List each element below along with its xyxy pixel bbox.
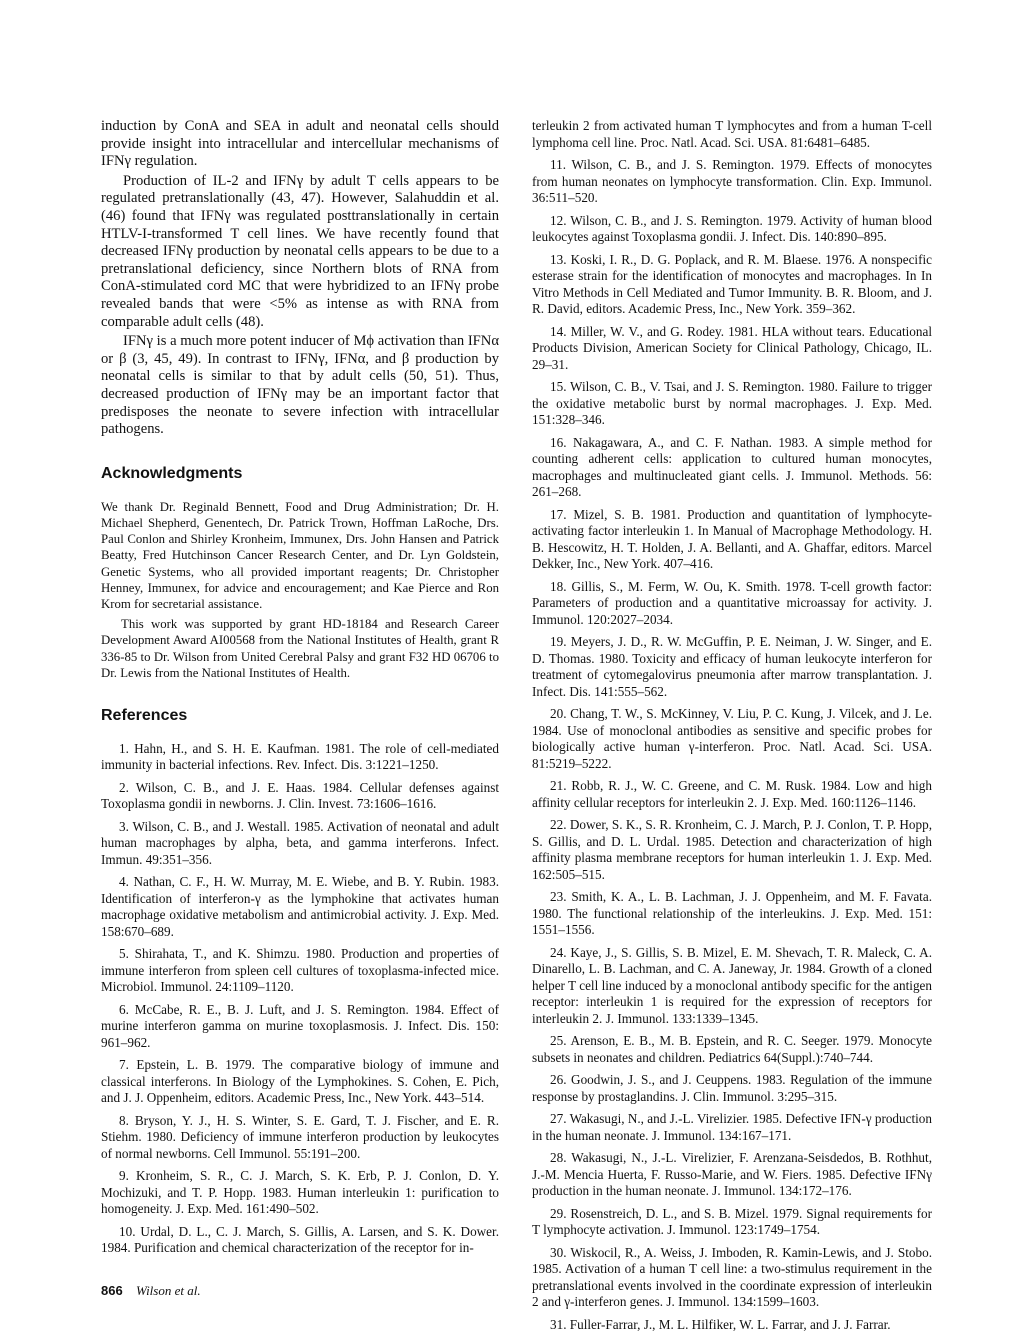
reference-item: 20. Chang, T. W., S. McKinney, V. Liu, P. C. Kung, J. Vilcek, and J. Le. 1984. Use of monoclonal antibodies as sensitive and specific probes for biologically active human γ-interferon. Proc. Natl. Acad. Sci. USA. 81:5219–5222.: [532, 706, 932, 771]
running-author: Wilson et al.: [135, 1283, 201, 1298]
reference-item: 23. Smith, K. A., L. B. Lachman, J. J. Oppenheim, and M. F. Favata. 1980. The functional relationship of the interleukins. J. Exp. Med. 151: 1551–1556.: [532, 889, 932, 937]
reference-item: 15. Wilson, C. B., V. Tsai, and J. S. Remington. 1980. Failure to trigger the oxidative metabolic burst by normal macrophages. J. Exp. Med. 151:328–346.: [532, 379, 932, 427]
acknowledgments-heading: Acknowledgments: [101, 464, 243, 482]
reference-item: 10. Urdal, D. L., C. J. March, S. Gillis, A. Larsen, and S. K. Dower. 1984. Purification and chemical characterization of the receptor for in-: [101, 1223, 499, 1256]
reference-item: 1. Hahn, H., and S. H. E. Kaufman. 1981. The role of cell-mediated immunity in bacterial infections. Rev. Infect. Dis. 3:1221–1250.: [101, 740, 499, 773]
reference-item: 3. Wilson, C. B., and J. Westall. 1985. Activation of neonatal and adult human macrophages by alpha, beta, and gamma interferons. Infect. Immun. 49:351–356.: [101, 818, 499, 867]
reference-continuation: terleukin 2 from activated human T lymphocytes and from a human T-cell lymphoma cell line. Proc. Natl. Acad. Sci. USA. 81:6481–6485.: [532, 118, 932, 150]
reference-item: 31. Fuller-Farrar, J., M. L. Hilfiker, W. L. Farrar, and J. J. Farrar.: [550, 1316, 891, 1332]
reference-item: 13. Koski, I. R., D. G. Poplack, and R. M. Blaese. 1976. A nonspecific esterase strain for the identification of monocytes and macrophages. In In Vitro Methods in Cell Mediated and Tumor Immunity. B. R. Bloom, and J. R. David, editors. Academic Press, Inc., New York. 359–362.: [532, 251, 932, 316]
reference-item: 14. Miller, W. V., and G. Rodey. 1981. HLA without tears. Educational Products Division, American Society for Clinical Pathology, Chicago, IL. 29–31.: [532, 323, 932, 372]
body-paragraph: Production of IL-2 and IFNγ by adult T cells appears to be regulated pretranslationally (43, 47). However, Salahuddin et al. (46) found that IFNγ was regulated posttranslationally in certain HTLV-I-transformed T cell lines. We have recently found that decreased IFNγ production by neonatal cells appears to be due to a pretranslational deficiency, since Northern blots of RNA from ConA-stimulated cord MC that were hybridized to an IFNγ probe revealed bands that were <5% as intense as with RNA from comparable adult cells (48).: [101, 172, 499, 330]
reference-item: 5. Shirahata, T., and K. Shimzu. 1980. Production and properties of immune interferon from spleen cell cultures of toxoplasma-infected mice. Microbiol. Immunol. 24:1109–1120.: [101, 946, 499, 995]
reference-item: 19. Meyers, J. D., R. W. McGuffin, P. E. Neiman, J. W. Singer, and E. D. Thomas. 1980. Toxicity and efficacy of human leukocyte interferon for treatment of cytomegalovirus pneumonia after marrow transplantation. J. Infect. Dis. 141:555–562.: [532, 634, 932, 699]
reference-item: 29. Rosenstreich, D. L., and S. B. Mizel. 1979. Signal requirements for T lymphocyte activation. J. Immunol. 123:1749–1754.: [532, 1205, 932, 1237]
body-paragraph: IFNγ is a much more potent inducer of Mϕ activation than IFNα or β (3, 45, 49). In contrast to IFNγ, IFNα, and β production by neonatal cells is similar to that by adult cells (50, 51). Thus, decreased production of IFNγ may be an important factor that predisposes the neonate to severe infection with intracellular pathogens.: [101, 333, 499, 438]
reference-item: 26. Goodwin, J. S., and J. Ceuppens. 1983. Regulation of the immune response by prostaglandins. J. Clin. Immunol. 3:295–315.: [532, 1072, 932, 1104]
funding-paragraph: This work was supported by grant HD-18184 and Research Career Development Award AI00568 from the National Institutes of Health, grant R 336-85 to Dr. Wilson from United Cerebral Palsy and grant F32 HD 06706 to Dr. Lewis from the National Institutes of Health.: [101, 617, 499, 680]
reference-item: 16. Nakagawara, A., and C. F. Nathan. 1983. A simple method for counting adherent cells: application to cultured human monocytes, macrophages and multinucleated giant cells. J. Immunol. Methods. 56: 261–268.: [532, 434, 932, 499]
body-paragraph: induction by ConA and SEA in adult and neonatal cells should provide insight into intracellular and intercellular mechanisms of IFNγ regulation.: [101, 118, 499, 170]
reference-item: 2. Wilson, C. B., and J. E. Haas. 1984. Cellular defenses against Toxoplasma gondii in newborns. J. Clin. Invest. 73:1606–1616.: [101, 779, 499, 812]
right-column: [532, 118, 932, 1339]
reference-item: 9. Kronheim, S. R., C. J. March, S. K. Erb, P. J. Conlon, D. Y. Mochizuki, and T. P. Hopp. 1983. Human interleukin 1: purification to homogeneity. J. Exp. Med. 161:490–502.: [101, 1168, 499, 1217]
left-column: [101, 118, 499, 1263]
reference-item: 8. Bryson, Y. J., H. S. Winter, S. E. Gard, T. J. Fischer, and E. R. Stiehm. 1980. Deficiency of immune interferon production by leukocytes of normal newborns. Cell Immunol. 55:191–200.: [101, 1112, 499, 1161]
reference-item: 25. Arenson, E. B., M. B. Epstein, and R. C. Seeger. 1979. Monocyte subsets in neonates and children. Pediatrics 64(Suppl.):740–744.: [532, 1033, 932, 1065]
references-heading: References: [101, 706, 188, 724]
reference-item: 30. Wiskocil, R., A. Weiss, J. Imboden, R. Kamin-Lewis, and J. Stobo. 1985. Activation of a human T cell line: a two-stimulus requirement in the pretranslational events involved in the coordinate expression of interleukin 2 and γ-interferon genes. J. Immunol. 134:1599–1603.: [532, 1244, 932, 1309]
page-footer: [101, 1283, 201, 1299]
reference-item: 7. Epstein, L. B. 1979. The comparative biology of immune and classical interferons. In Biology of the Lymphokines. S. Cohen, E. Pich, and J. J. Oppenheim, editors. Academic Press, Inc., New York. 443–514.: [101, 1057, 499, 1106]
reference-item: 4. Nathan, C. F., H. W. Murray, M. E. Wiebe, and B. Y. Rubin. 1983. Identification of interferon-γ as the lymphokine that activates human macrophage oxidative metabolism and antimicrobial activity. J. Exp. Med. 158:670–689.: [101, 874, 499, 939]
reference-item: 17. Mizel, S. B. 1981. Production and quantitation of lymphocyte-activating factor interleukin 1. In Manual of Macrophage Methodology. H. B. Hescowitz, H. T. Holden, J. A. Bellanti, and A. Ghaffar, editors. Marcel Dekker, Inc., New York. 407–416.: [532, 506, 932, 571]
reference-item: 22. Dower, S. K., S. R. Kronheim, C. J. March, P. J. Conlon, T. P. Hopp, S. Gillis, and D. L. Urdal. 1985. Detection and characterization of high affinity plasma membrane receptors for human interleukin 1. J. Exp. Med. 162:505–515.: [532, 817, 932, 882]
reference-item: 12. Wilson, C. B., and J. S. Remington. 1979. Activity of human blood leukocytes against Toxoplasma gondii. J. Infect. Dis. 140:890–895.: [532, 212, 932, 244]
reference-item: 27. Wakasugi, N., and J.-L. Virelizier. 1985. Defective IFN-γ production in the human neonate. J. Immunol. 134:167–171.: [532, 1111, 932, 1143]
reference-item: 6. McCabe, R. E., B. J. Luft, and J. S. Remington. 1984. Effect of murine interferon gamma on murine toxoplasmosis. J. Infect. Dis. 150: 961–962.: [101, 1001, 499, 1050]
reference-item: 28. Wakasugi, N., J.-L. Virelizier, F. Arenzana-Seisdedos, B. Rothhut, J.-M. Mencia Huerta, F. Russo-Marie, and W. Fiers. 1985. Defective IFNγ production in the human neonate. J. Immunol. 134:172–176.: [532, 1150, 932, 1198]
reference-item: 11. Wilson, C. B., and J. S. Remington. 1979. Effects of monocytes from human neonates on lymphocyte transformation. Clin. Exp. Immunol. 36:511–520.: [532, 157, 932, 205]
reference-item: 18. Gillis, S., M. Ferm, W. Ou, K. Smith. 1978. T-cell growth factor: Parameters of production and a quantitative microassay for activity. J. Immunol. 120:2027–2034.: [532, 578, 932, 627]
reference-item: 21. Robb, R. J., W. C. Greene, and C. M. Rusk. 1984. Low and high affinity cellular receptors for interleukin 2. J. Exp. Med. 160:1126–1146.: [532, 778, 932, 810]
page-number: 866: [101, 1283, 123, 1298]
reference-item: 24. Kaye, J., S. Gillis, S. B. Mizel, E. M. Shevach, T. R. Maleck, C. A. Dinarello, L. B. Lachman, and C. A. Janeway, Jr. 1984. Growth of a cloned helper T cell line induced by a monoclonal antibody specific for the antigen receptor: interleukin 1 is required for the expression of receptors for interleukin 2. J. Immunol. 133:1339–1345.: [532, 944, 932, 1026]
acknowledgments-paragraph: We thank Dr. Reginald Bennett, Food and Drug Administration; Dr. H. Michael Shepherd, Genentech, Dr. Patrick Trown, Hoffman LaRoche, Drs. Paul Conlon and Shirley Kronheim, Immunex, Drs. John Hansen and Patrick Beatty, Fred Hutchinson Cancer Research Center, and Dr. Lyn Goldstein, Genetic Systems, who all provided important reagents; Dr. Christopher Henney, Immunex, for advice and encouragement; and Kae Pierce and Ron Krom for secretarial assistance.: [101, 499, 499, 611]
